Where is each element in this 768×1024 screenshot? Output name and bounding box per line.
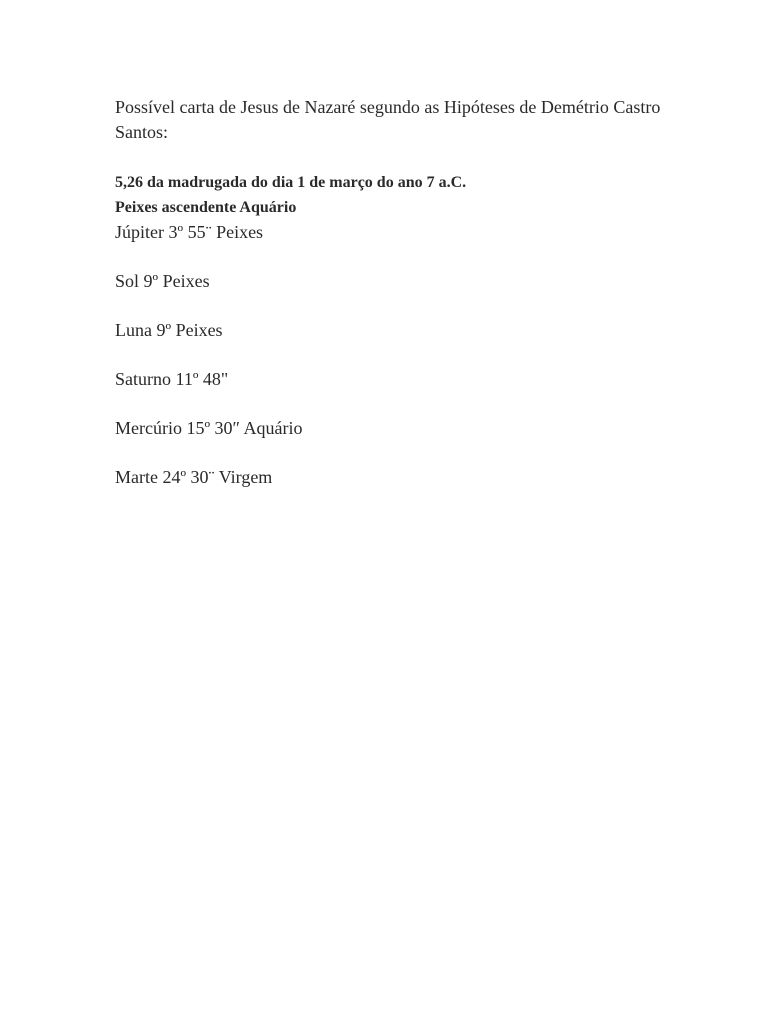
document-page: [115, 95, 695, 514]
planet-luna: Luna 9º Peixes: [115, 320, 223, 340]
ascendant-line: Peixes ascendente Aquário: [115, 199, 297, 216]
planet-positions-list: [115, 220, 695, 489]
planet-marte: Marte 24º 30¨ Virgem: [115, 467, 273, 487]
planet-sol: Sol 9º Peixes: [115, 271, 210, 291]
intro-paragraph: Possível carta de Jesus de Nazaré segundo as Hipóteses de Demétrio Castro Santos:: [115, 97, 661, 142]
date-line: 5,26 da madrugada do dia 1 de março do ano 7 a.C.: [115, 174, 467, 191]
planet-saturno: Saturno 11º 48": [115, 369, 229, 389]
planet-jupiter: Júpiter 3º 55¨ Peixes: [115, 222, 264, 242]
planet-mercurio: Mercúrio 15º 30″ Aquário: [115, 418, 303, 438]
birth-details: [115, 170, 695, 220]
